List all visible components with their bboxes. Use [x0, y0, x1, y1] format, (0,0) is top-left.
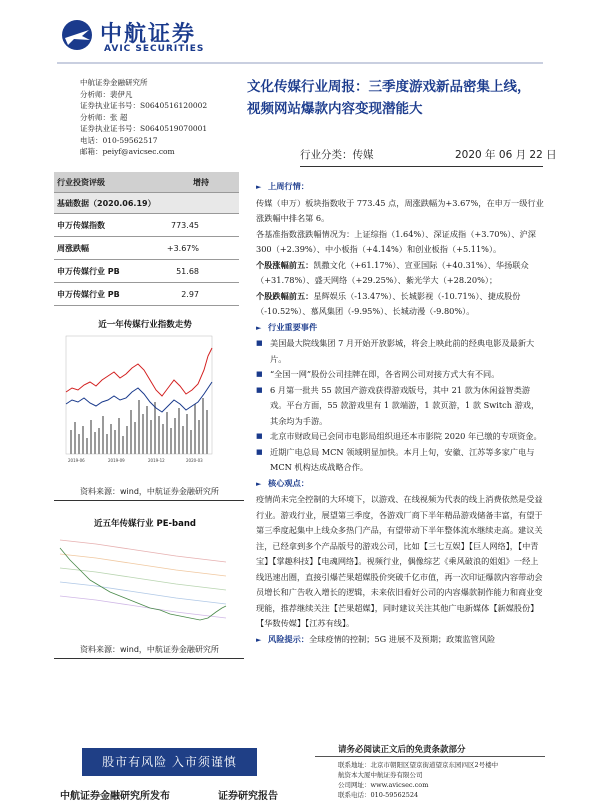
row-value: 51.68	[142, 260, 239, 283]
address-line: 联系地址：北京市朝阳区望京街道望京东园四区2号楼中	[338, 761, 499, 769]
rating-table	[54, 172, 239, 306]
disclaimer-notice: 请务必阅读正文后的免责条款部分	[338, 745, 466, 755]
main-content	[256, 179, 546, 648]
author-line: 分析师：张 超	[80, 112, 128, 122]
arrow-bullet-icon: ►	[256, 479, 262, 488]
paragraph-label: 个股跌幅前五：	[256, 290, 314, 301]
risk-banner: 股市有风险 入市须谨慎	[82, 748, 257, 776]
paragraph-label: 个股涨幅前五：	[256, 259, 314, 270]
avic-logo-icon	[60, 18, 94, 52]
row-label: 申万传媒指数	[54, 214, 142, 237]
paragraph: 星辉娱乐（-13.47%）、长城影视（-10.71%）、捷成股份（-10.52%）、慕风集团（-9.95%）、长城动漫（-9.80%）。	[256, 290, 521, 316]
section-heading: 风险提示：	[268, 633, 309, 644]
contact-address	[338, 760, 498, 800]
row-value: +3.67%	[142, 237, 239, 260]
author-line: 分析师：裴伊凡	[80, 89, 133, 99]
base-data-row	[54, 193, 239, 214]
chart2-title: 近五年传媒行业 PE-band	[94, 519, 196, 529]
address-line: 联系电话：010-59562524	[338, 791, 419, 799]
author-line: 证券执业证书号：S0640516120002	[80, 101, 208, 110]
row-label: 申万传媒行业 PB	[54, 283, 142, 306]
header-rule	[57, 62, 543, 64]
footer-doc-type: 证券研究报告	[218, 791, 278, 802]
arrow-bullet-icon: ►	[256, 323, 262, 332]
row-label: 申万传媒行业 PB	[54, 260, 142, 283]
list-item: ■ 近期广电总局 MCN 领域明显加快。本月上旬，安徽、江苏等多家广电与 MCN 机构达成战略合作。	[256, 445, 546, 476]
author-line: 证券执业证书号：S0640519070001	[80, 124, 208, 133]
footer-publisher: 中航证券金融研究所发布	[60, 791, 170, 802]
chart1-title: 近一年传媒行业指数走势	[98, 320, 192, 330]
industry-index-chart	[56, 330, 232, 470]
address-line: 航资本大厦中航证券有限公司	[338, 771, 423, 779]
list-item: ■ 6 月第一批共 55 款国产游戏获得游戏版号，其中 21 款为休闲益智类游戏。平台方面，55 款游戏里有 1 款端游，1 款页游，1 款 Switch 游戏，其余均为手游。	[256, 383, 546, 430]
author-info	[80, 77, 207, 158]
brand-name-cn: 中航证券	[100, 22, 197, 47]
title-line-2: 视频网站爆款内容变现潜能大	[247, 101, 423, 117]
report-title	[247, 76, 592, 120]
table-row	[54, 237, 239, 260]
meta-rule	[300, 166, 543, 167]
report-date: 2020 年 06 月 22 日	[455, 149, 557, 161]
svg-text:2019-06: 2019-06	[68, 458, 85, 463]
rating-header-row	[54, 172, 239, 193]
author-line: 邮箱：peiyf@avicsec.com	[80, 147, 175, 156]
address-line: 公司网址：www.avicsec.com	[338, 781, 429, 789]
row-value: 2.97	[142, 283, 239, 306]
arrow-bullet-icon: ►	[256, 183, 262, 191]
arrow-bullet-icon: ►	[256, 635, 262, 644]
section-heading: 核心观点：	[268, 477, 309, 488]
paragraph: 传媒（申万）板块指数收于 773.45 点，周涨跌幅为+3.67%，在申万一级行业涨跌幅中排名第 6。	[256, 197, 544, 223]
row-value: 773.45	[142, 214, 239, 237]
list-item: ■ “全国一网”股份公司挂牌在即，各省网公司对接方式大有不同。	[256, 367, 546, 383]
svg-text:2020-03: 2020-03	[186, 458, 203, 463]
author-line: 电话：010-59562517	[80, 135, 158, 145]
rating-label: 行业投资评级	[54, 172, 142, 193]
footer-rule	[315, 756, 545, 757]
paragraph: 各基准指数涨跌幅情况为：上证综指（1.64%）、深证成指（+3.70%）、沪深 300（+2.39%）、中小板指（+4.14%）和创业板指（+5.11%）。	[256, 228, 536, 254]
paragraph: 疫情尚未完全控制的大环境下，以游戏、在线视频为代表的线上消费依然是受益行业。游戏行业，展望第三季度，各游戏厂商下半年精品游戏储备丰富，有望于第三季度起集中上线众多热门产品，有望带动下半年整体流水继续走高。建议关注，已经拿到多个产品版号的游戏公司，比如【三七互娱】【巨人网络】，【中青宝】【掌趣科技】【电魂网络】。视频行业，偶像综艺《乘风破浪的姐姐》一经上线迅速出圈，直接引爆芒果超媒股价突破千亿市值，再一次印证爆款内容带动会员增长和广告收入增长的逻辑，未来依旧看好公司的内容爆款制作能力和商业变现能，推荐继续关注【芒果超媒】，同时建议关注其他广电新媒体【新媒股份】【华数传媒】【江苏有线】。	[256, 494, 543, 628]
paragraph: 凯撒文化（+61.17%）、宣亚国际（+40.31%）、华扬联众（+31.78%）、盛天网络（+29.25%）、紫光学大（+28.20%）；	[256, 259, 529, 285]
chart1-source: 资料来源：wind，中航证券金融研究所	[80, 487, 219, 496]
chart2-source: 资料来源：wind，中航证券金融研究所	[80, 645, 219, 654]
base-data-label: 基础数据（2020.06.19）	[54, 193, 239, 214]
table-row	[54, 260, 239, 283]
industry-category: 行业分类：传媒	[300, 149, 374, 161]
section-heading: 行业重要事件	[268, 321, 318, 332]
table-row	[54, 283, 239, 306]
paragraph: 全球疫情的控制；5G 进展不及预期；政策监管风险	[308, 633, 496, 644]
table-row	[54, 214, 239, 237]
pe-band-chart	[56, 530, 234, 640]
chart1-rule	[54, 500, 244, 501]
chart2-rule	[54, 658, 244, 659]
svg-text:2019-09: 2019-09	[108, 458, 125, 463]
list-item: ■ 北京市财政局已会同市电影局组织退还本市影院 2020 年已缴的专项资金。	[256, 429, 546, 445]
rating-value: 增持	[142, 172, 239, 193]
section-heading: 上周行情：	[268, 181, 309, 191]
author-line: 中航证券金融研究所	[80, 78, 148, 87]
title-line-1: 文化传媒行业周报：三季度游戏新品密集上线，	[247, 79, 531, 95]
svg-text:2019-12: 2019-12	[148, 458, 165, 463]
row-label: 周涨跌幅	[54, 237, 142, 260]
list-item: ■ 美国最大院线集团 7 月开始开放影城，将会上映此前的经典电影及最新大片。	[256, 336, 546, 367]
brand-name-en: AVIC SECURITIES	[104, 44, 205, 54]
